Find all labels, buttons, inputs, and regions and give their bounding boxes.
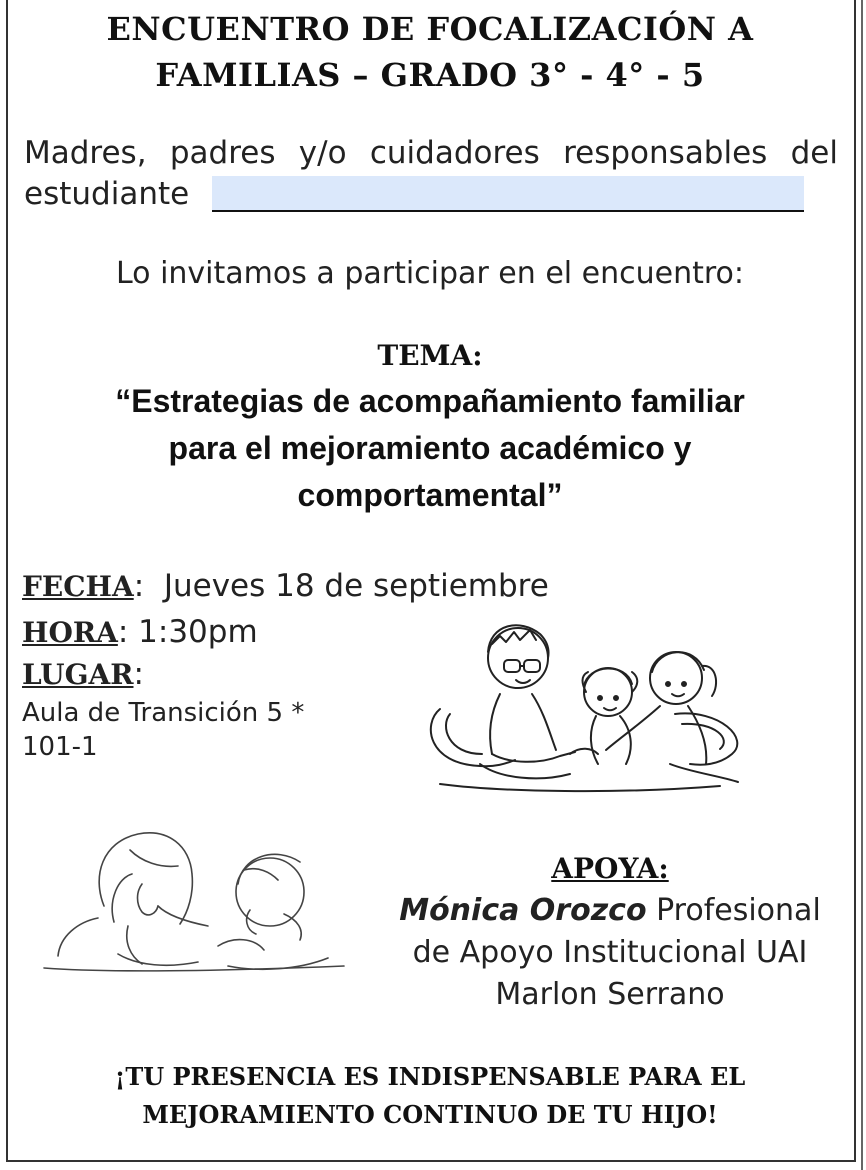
apoya-line-1 (380, 890, 840, 932)
tema-label: TEMA: (377, 339, 483, 372)
person1-role-b: de Apoyo Institucional UAI (412, 935, 808, 970)
fecha-row: FECHA: Jueves 18 de septiembre (22, 568, 549, 604)
apoya-text (380, 890, 840, 1016)
tema-title (30, 378, 830, 519)
person1-name: Mónica Orozco (399, 893, 647, 928)
lugar-label: LUGAR (22, 658, 134, 691)
fecha-label: FECHA (22, 570, 134, 603)
children-playing-illustration (420, 614, 750, 800)
title-line-1: ENCUENTRO DE FOCALIZACIÓN A (106, 10, 754, 48)
apoya-label: APOYA: (551, 852, 669, 885)
person2-name: Marlon Serrano (495, 977, 725, 1012)
lugar-row: LUGAR: (22, 656, 144, 692)
tema-line-3: comportamental” (297, 477, 563, 513)
student-name-field[interactable] (212, 176, 804, 212)
intro-madres: Madres, padres y/o cuidadores responsables del (24, 135, 838, 171)
tema-line-2: para el mejoramiento académico y (168, 430, 692, 466)
lugar-line-1: Aula de Transición 5 * (22, 698, 305, 728)
tema-line-1: “Estrategias de acompañamiento familiar (115, 383, 745, 419)
invite-text: Lo invitamos a participar en el encuentro: (116, 256, 744, 291)
title-line-2: FAMILIAS – GRADO 3° - 4° - 5 (155, 56, 705, 94)
footer-line-2: MEJORAMIENTO CONTINUO DE TU HIJO! (142, 1100, 718, 1129)
footer-message (30, 1058, 830, 1134)
page-edge (861, 0, 863, 1170)
page-title (30, 6, 830, 98)
lugar-line-2: 101-1 (22, 732, 98, 762)
intro-estudiante-label: estudiante (24, 176, 190, 212)
hora-row: HORA: 1:30pm (22, 614, 258, 650)
hora-label: HORA (22, 616, 118, 649)
hora-value: 1:30pm (138, 614, 258, 650)
lugar-value (22, 696, 362, 764)
fecha-value: Jueves 18 de septiembre (163, 568, 549, 604)
person1-role-a: Profesional (656, 893, 821, 928)
footer-line-1: ¡TU PRESENCIA ES INDISPENSABLE PARA EL (114, 1062, 746, 1091)
parent-child-illustration (38, 826, 350, 978)
